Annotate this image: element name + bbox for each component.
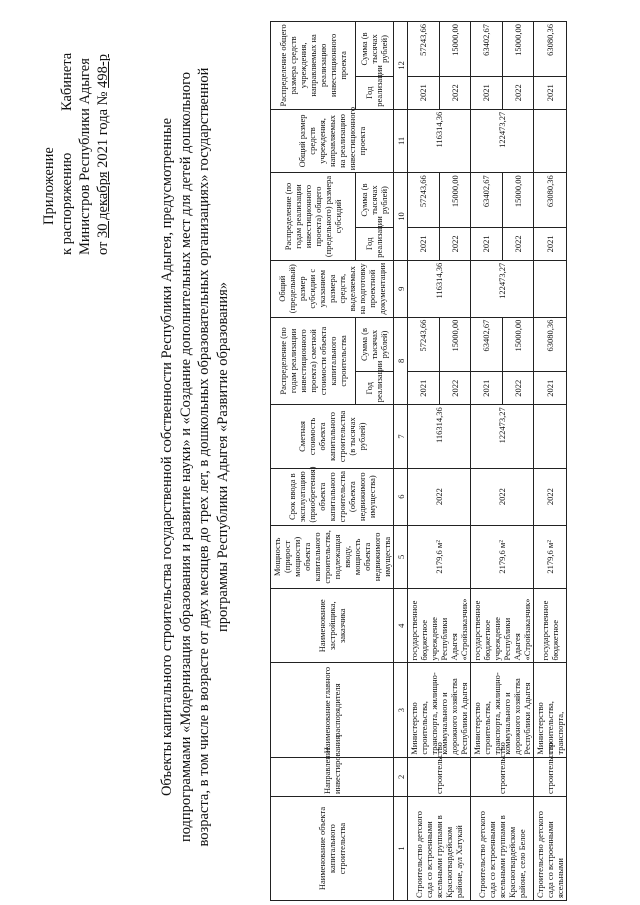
header-term: Срок ввода в эксплуатацию (приобретения) объекта капитального строительства (объекта недвижимого имущества) xyxy=(271,468,394,525)
header-cost: Сметная стоимость объекта капитального строительства (в тысячах рублей) xyxy=(271,405,394,468)
header-sum: Сумма (в тысячах рублей) xyxy=(355,173,393,228)
header-institution-distribution: Распределение общего размера средств учреждения, направляемых на реализацию инвестиционного проекта xyxy=(271,22,356,110)
year: 2022 xyxy=(439,227,471,260)
sum: 63402,67 xyxy=(471,173,503,228)
header-cost-distribution: Распределение (по годам реализации инвестиционного проекта) сметной стоимости объекта капитального строительства xyxy=(271,317,356,405)
year: 2021 xyxy=(534,76,567,109)
table-row xyxy=(408,22,440,901)
sum: 15000,00 xyxy=(502,173,534,228)
object-name: Строительство детского сада со встроенными ясельными группами в Красногвардейском районе, село Белое xyxy=(471,797,534,901)
column-number: 9 xyxy=(394,260,408,317)
appendix-text: к распоряжению xyxy=(59,152,75,255)
appendix-line xyxy=(58,35,76,255)
sum: 63080,36 xyxy=(534,317,567,372)
subsidy: 122473,27 xyxy=(471,260,534,317)
term: 2022 xyxy=(408,468,471,525)
appendix-line xyxy=(94,35,112,255)
cost: 116314,36 xyxy=(408,405,471,468)
sum: 63402,67 xyxy=(471,317,503,372)
object-name: Строительство детского сада со встроенными ясельными группами в Красногвардейском районе, аул Хатукай xyxy=(408,797,471,901)
title-line: программы Республики Адыгея «Развитие образования» xyxy=(214,281,231,633)
sum: 57243,66 xyxy=(408,317,440,372)
sum: 15000,00 xyxy=(502,317,534,372)
header-capacity: Мощность (прирост мощности) объекта капитального строительства, подлежащая вводу, мощность объекта недвижимого имущества xyxy=(271,525,394,588)
year: 2021 xyxy=(534,227,567,260)
column-number: 3 xyxy=(394,663,408,757)
column-number-row xyxy=(394,22,408,901)
cost: 122473,27 xyxy=(471,405,534,468)
term: 2022 xyxy=(471,468,534,525)
header-row xyxy=(271,22,356,901)
object-name: Строительство детского сада со встроенными ясельными xyxy=(534,797,567,901)
year: 2021 xyxy=(471,372,503,405)
appendix-text: Кабинета xyxy=(59,52,75,112)
header-sum: Сумма (в тысячах рублей) xyxy=(355,22,393,77)
builder: государственное бюджетное xyxy=(534,589,567,663)
year: 2021 xyxy=(408,372,440,405)
year: 2021 xyxy=(408,76,440,109)
appendix-line: Приложение xyxy=(41,147,57,225)
appendix-text: от xyxy=(95,241,111,255)
header-subsidy-distribution: Распределение (по годам реализации инвестиционного проекта) общего (предельного) размера субсидий xyxy=(271,173,356,261)
year: 2021 xyxy=(534,372,567,405)
column-number: 4 xyxy=(394,589,408,663)
capacity: 2179,6 м² xyxy=(534,525,567,588)
direction: строительство xyxy=(408,757,471,796)
direction: строительство xyxy=(534,757,567,796)
sum: 15000,00 xyxy=(439,173,471,228)
column-number: 1 xyxy=(394,797,408,901)
header-sum: Сумма (в тысячах рублей) xyxy=(355,317,393,372)
term: 2022 xyxy=(534,468,567,525)
year: 2022 xyxy=(502,76,534,109)
header-year: Год реализации xyxy=(355,372,393,405)
institution-funds: 116314,36 xyxy=(408,109,471,172)
year: 2021 xyxy=(471,76,503,109)
sum: 15000,00 xyxy=(502,22,534,77)
year: 2022 xyxy=(502,227,534,260)
header-direction: Направление инвестирования xyxy=(271,757,394,796)
manager: Министерство строительства, транспорта, xyxy=(534,663,567,757)
appendix-date: 30 декабря xyxy=(95,171,111,238)
column-number: 11 xyxy=(394,109,408,172)
sum: 57243,66 xyxy=(408,22,440,77)
year: 2022 xyxy=(439,372,471,405)
manager: Министерство строительства, транспорта, жилищно-коммунального и дорожного хозяйства Республики Адыгея xyxy=(471,663,534,757)
header-year: Год реализации xyxy=(355,76,393,109)
sum: 15000,00 xyxy=(439,22,471,77)
subsidy xyxy=(534,260,567,317)
objects-table xyxy=(270,21,567,901)
title-line: подпрограммами «Модернизация образования и развитие науки» и «Создание дополнительных мест для детей дошкольного xyxy=(177,71,194,843)
direction: строительство xyxy=(471,757,534,796)
institution-funds: 122473,27 xyxy=(471,109,534,172)
year: 2021 xyxy=(471,227,503,260)
header-subsidy: Общий (предельный) размер субсидии с указанием размера средств, выделяемых на подготовку проектной документации xyxy=(271,260,394,317)
cost xyxy=(534,405,567,468)
table-row xyxy=(534,22,567,901)
sum: 63080,36 xyxy=(534,22,567,77)
title-line: Объекты капитального строительства государственной собственности Республики Адыгея, предусмотренные xyxy=(159,117,175,797)
column-number: 2 xyxy=(394,757,408,796)
capacity: 2179,6 м² xyxy=(471,525,534,588)
sum: 15000,00 xyxy=(439,317,471,372)
column-number: 10 xyxy=(394,173,408,261)
appendix-block xyxy=(40,35,112,255)
builder: государственное бюджетное учреждение Республики Адыгея «Стройзаказчик» xyxy=(471,589,534,663)
builder: государственное бюджетное учреждение Республики Адыгея «Стройзаказчик» xyxy=(408,589,471,663)
capacity: 2179,6 м² xyxy=(408,525,471,588)
header-name: Наименование объекта капитального строительства xyxy=(271,797,394,901)
column-number: 6 xyxy=(394,468,408,525)
header-year: Год реализации xyxy=(355,227,393,260)
appendix-text: 2021 года № xyxy=(95,91,111,168)
column-number: 5 xyxy=(394,525,408,588)
appendix-line: Министров Республики Адыгея xyxy=(77,58,93,255)
column-number: 8 xyxy=(394,317,408,405)
subsidy: 116314,36 xyxy=(408,260,471,317)
sum: 57243,66 xyxy=(408,173,440,228)
title-line: возраста, в том числе в возрасте от двух месяцев до трех лет, в дошкольных образовательных организациях» государственной xyxy=(196,67,212,847)
header-builder: Наименование застройщика, заказчика xyxy=(271,589,394,663)
year: 2022 xyxy=(502,372,534,405)
appendix-number: 498-р xyxy=(95,54,111,88)
column-number: 12 xyxy=(394,22,408,110)
institution-funds xyxy=(534,109,567,172)
column-number: 7 xyxy=(394,405,408,468)
manager: Министерство строительства, транспорта, жилищно-коммунального и дорожного хозяйства Республики Адыгея xyxy=(408,663,471,757)
header-institution-funds: Общий размер средств учреждения, направляемых на реализацию инвестиционного проекта xyxy=(271,109,394,172)
sum: 63402,67 xyxy=(471,22,503,77)
header-manager: Наименование главного распорядителя xyxy=(271,663,394,757)
year: 2021 xyxy=(408,227,440,260)
table-row xyxy=(471,22,503,901)
document-title xyxy=(158,17,232,897)
year: 2022 xyxy=(439,76,471,109)
sum: 63080,36 xyxy=(534,173,567,228)
